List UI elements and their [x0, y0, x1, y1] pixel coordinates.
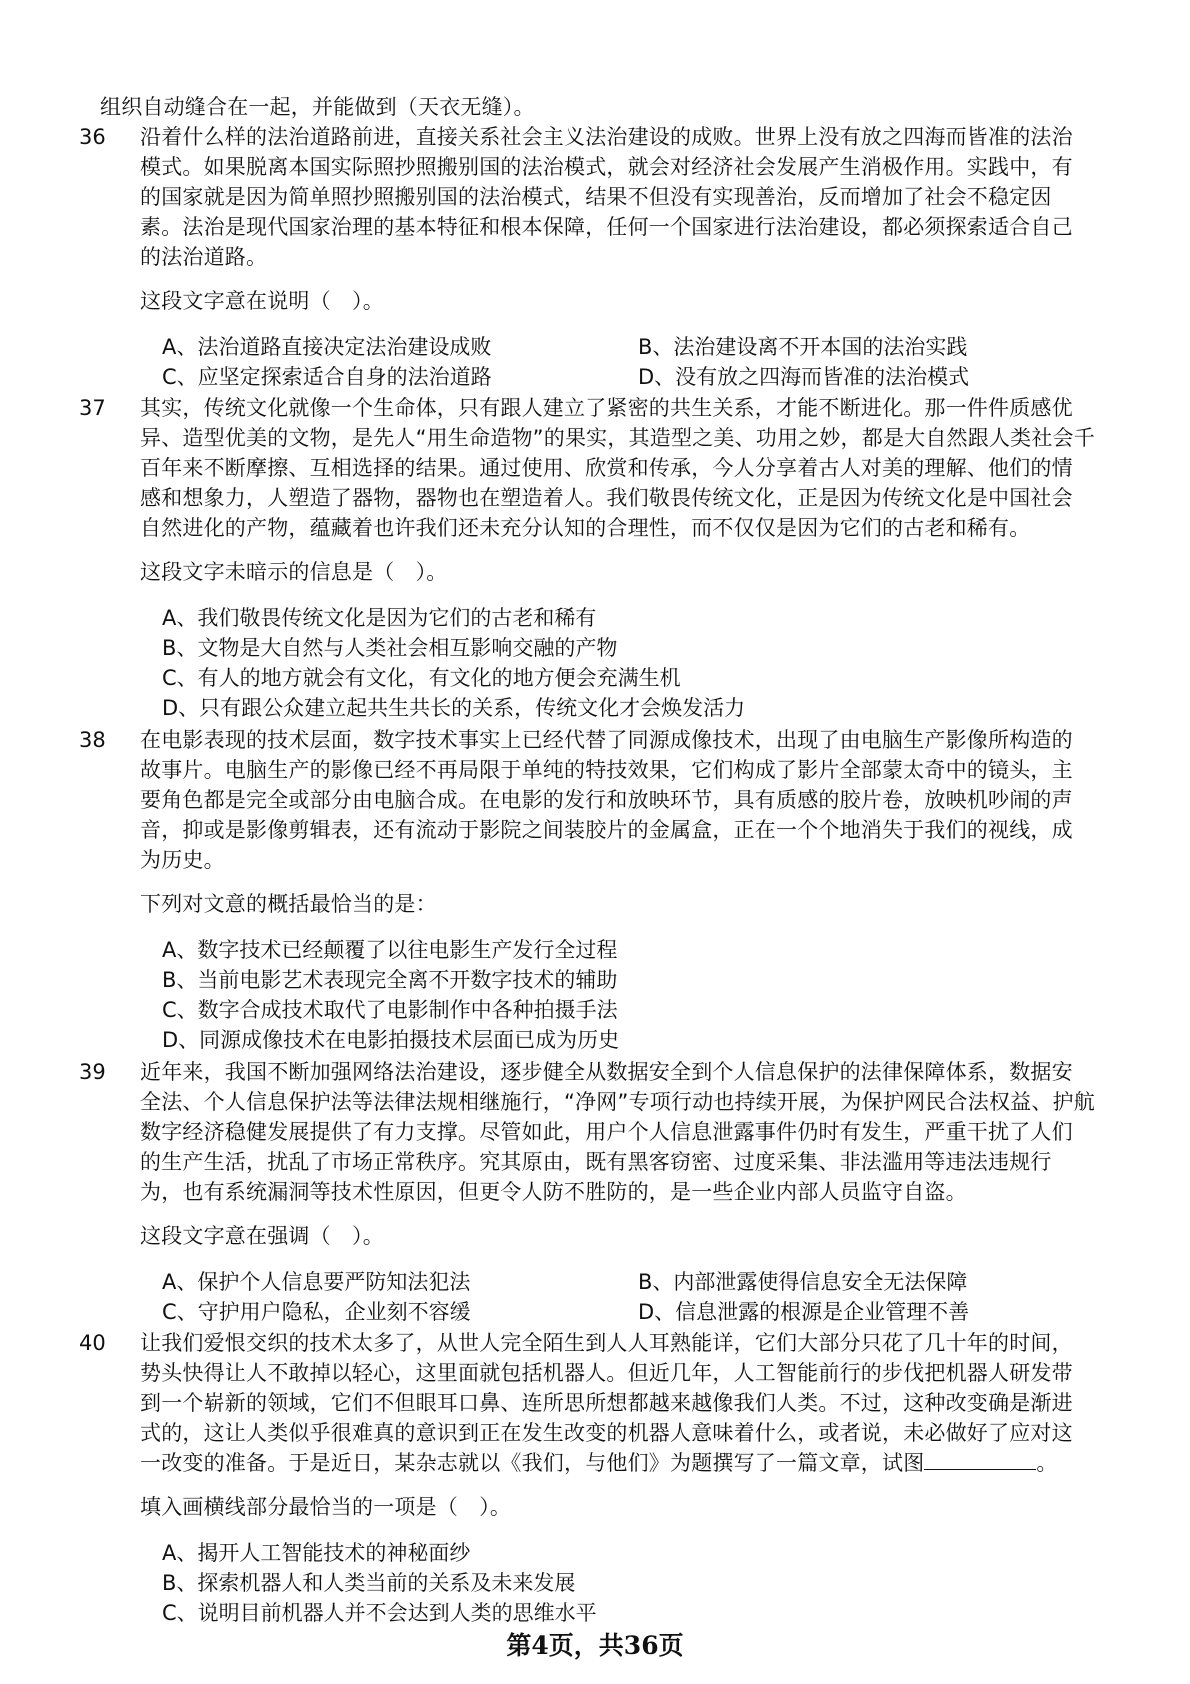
passage-line: 模式。如果脱离本国实际照抄照搬别国的法治模式，就会对经济社会发展产生消极作用。实践中，有 — [140, 155, 1073, 179]
question-number: 36 — [79, 125, 106, 149]
question-number: 37 — [79, 396, 106, 420]
passage-text: 一改变的准备。于是近日，某杂志就以《我们，与他们》为题撰写了一篇文章，试图 — [140, 1451, 925, 1475]
passage-line: 势头快得让人不敢掉以轻心，这里面就包括机器人。但近几年，人工智能前行的步伐把机器人研发带 — [140, 1361, 1073, 1385]
passage-line: 到一个崭新的领域，它们不但眼耳口鼻、连所思所想都越来越像我们人类。不过，这种改变确是渐进 — [140, 1391, 1073, 1415]
option-a[interactable]: A、保护个人信息要严防知法犯法 — [162, 1270, 471, 1294]
option-d[interactable]: D、信息泄露的根源是企业管理不善 — [638, 1300, 970, 1324]
passage-line: 的国家就是因为简单照抄照搬别国的法治模式，结果不但没有实现善治，反而增加了社会不稳定因 — [140, 185, 1052, 209]
option-a[interactable]: A、法治道路直接决定法治建设成败 — [162, 335, 492, 359]
passage-line: 百年来不断摩擦、互相选择的结果。通过使用、欣赏和传承，今人分享着古人对美的理解、他们的情 — [140, 456, 1073, 480]
option-c[interactable]: C、有人的地方就会有文化，有文化的地方便会充满生机 — [162, 666, 681, 690]
option-c[interactable]: C、数字合成技术取代了电影制作中各种拍摄手法 — [162, 998, 618, 1022]
passage-line: 其实，传统文化就像一个生命体，只有跟人建立了紧密的共生关系，才能不断进化。那一件件质感优 — [140, 396, 1073, 420]
option-a[interactable]: A、我们敬畏传统文化是因为它们的古老和稀有 — [162, 606, 597, 630]
option-d[interactable]: D、同源成像技术在电影拍摄技术层面已成为历史 — [162, 1028, 620, 1052]
passage-line: 为历史。 — [140, 848, 225, 872]
passage-line: 沿着什么样的法治道路前进，直接关系社会主义法治建设的成败。世界上没有放之四海而皆准的法治 — [140, 125, 1073, 149]
passage-line: 感和想象力，人塑造了器物，器物也在塑造着人。我们敬畏传统文化，正是因为传统文化是中国社会 — [140, 486, 1073, 510]
passage-line: 全法、个人信息保护法等法律法规相继施行，“净网”专项行动也持续开展，为保护网民合法权益、护航 — [140, 1090, 1095, 1114]
passage-line: 数字经济稳健发展提供了有力支撑。尽管如此，用户个人信息泄露事件仍时有发生，严重干扰了人们 — [140, 1120, 1073, 1144]
passage-line: 在电影表现的技术层面，数字技术事实上已经代替了同源成像技术，出现了由电脑生产影像所构造的 — [140, 728, 1073, 752]
option-b[interactable]: B、当前电影艺术表现完全离不开数字技术的辅助 — [162, 968, 618, 992]
passage-line: 的法治道路。 — [140, 245, 268, 269]
question-number: 38 — [79, 728, 106, 752]
passage-line: 素。法治是现代国家治理的基本特征和根本保障，任何一个国家进行法治建设，都必须探索适合自己 — [140, 215, 1073, 239]
question-prompt: 这段文字意在强调（ ）。 — [140, 1224, 384, 1248]
option-c[interactable]: C、说明目前机器人并不会达到人类的思维水平 — [162, 1601, 597, 1625]
option-c[interactable]: C、应坚定探索适合自身的法治道路 — [162, 365, 492, 389]
option-a[interactable]: A、揭开人工智能技术的神秘面纱 — [162, 1541, 471, 1565]
passage-line: 音，抑或是影像剪辑表，还有流动于影院之间装胶片的金属盒，正在一个个地消失于我们的视线，成 — [140, 818, 1073, 842]
intro-line: 组织自动缝合在一起，并能做到（天衣无缝）。 — [100, 95, 535, 119]
passage-line: 式的，这让人类似乎很难真的意识到正在发生改变的机器人意味着什么，或者说，未必做好了应对这 — [140, 1421, 1073, 1445]
question-prompt: 下列对文意的概括最恰当的是： — [140, 892, 437, 916]
passage-line: 异、造型优美的文物，是先人“用生命造物”的果实，其造型之美、功用之妙，都是大自然跟人类社会千 — [140, 426, 1095, 450]
passage-line: 让我们爱恨交织的技术太多了，从世人完全陌生到人人耳熟能详，它们大部分只花了几十年的时间， — [140, 1331, 1073, 1355]
passage-line: 的生产生活，扰乱了市场正常秩序。究其原由，既有黑客窃密、过度采集、非法滥用等违法违规行 — [140, 1150, 1052, 1174]
option-b[interactable]: B、探索机器人和人类当前的关系及未来发展 — [162, 1571, 576, 1595]
option-a[interactable]: A、数字技术已经颠覆了以往电影生产发行全过程 — [162, 938, 618, 962]
question-number: 39 — [79, 1060, 106, 1084]
option-b[interactable]: B、文物是大自然与人类社会相互影响交融的产物 — [162, 636, 618, 660]
passage-line-with-blank — [140, 1449, 1058, 1477]
passage-line: 要角色都是完全或部分由电脑合成。在电影的发行和放映环节，具有质感的胶片卷，放映机吵闹的声 — [140, 788, 1073, 812]
question-prompt: 这段文字意在说明（ ）。 — [140, 289, 384, 313]
question-prompt: 填入画横线部分最恰当的一项是（ ）。 — [140, 1495, 512, 1519]
option-d[interactable]: D、只有跟公众建立起共生共长的关系，传统文化才会焕发活力 — [162, 696, 746, 720]
option-c[interactable]: C、守护用户隐私，企业刻不容缓 — [162, 1300, 471, 1324]
passage-line: 近年来，我国不断加强网络法治建设，逐步健全从数据安全到个人信息保护的法律保障体系，数据安 — [140, 1060, 1073, 1084]
passage-line: 为，也有系统漏洞等技术性原因，但更令人防不胜防的，是一些企业内部人员监守自盗。 — [140, 1180, 967, 1204]
option-b[interactable]: B、内部泄露使得信息安全无法保障 — [638, 1270, 968, 1294]
passage-line: 自然进化的产物，蕴藏着也许我们还未充分认知的合理性，而不仅仅是因为它们的古老和稀有。 — [140, 516, 1031, 540]
page-footer: 第4页，共36页 — [506, 1631, 684, 1660]
option-b[interactable]: B、法治建设离不开本国的法治实践 — [638, 335, 968, 359]
option-d[interactable]: D、没有放之四海而皆准的法治模式 — [638, 365, 970, 389]
question-prompt: 这段文字未暗示的信息是（ ）。 — [140, 560, 448, 584]
question-number: 40 — [79, 1331, 106, 1355]
passage-line: 故事片。电脑生产的影像已经不再局限于单纯的特技效果，它们构成了影片全部蒙太奇中的镜头，主 — [140, 758, 1073, 782]
passage-end: 。 — [1036, 1451, 1058, 1475]
answer-blank — [924, 1449, 1036, 1470]
